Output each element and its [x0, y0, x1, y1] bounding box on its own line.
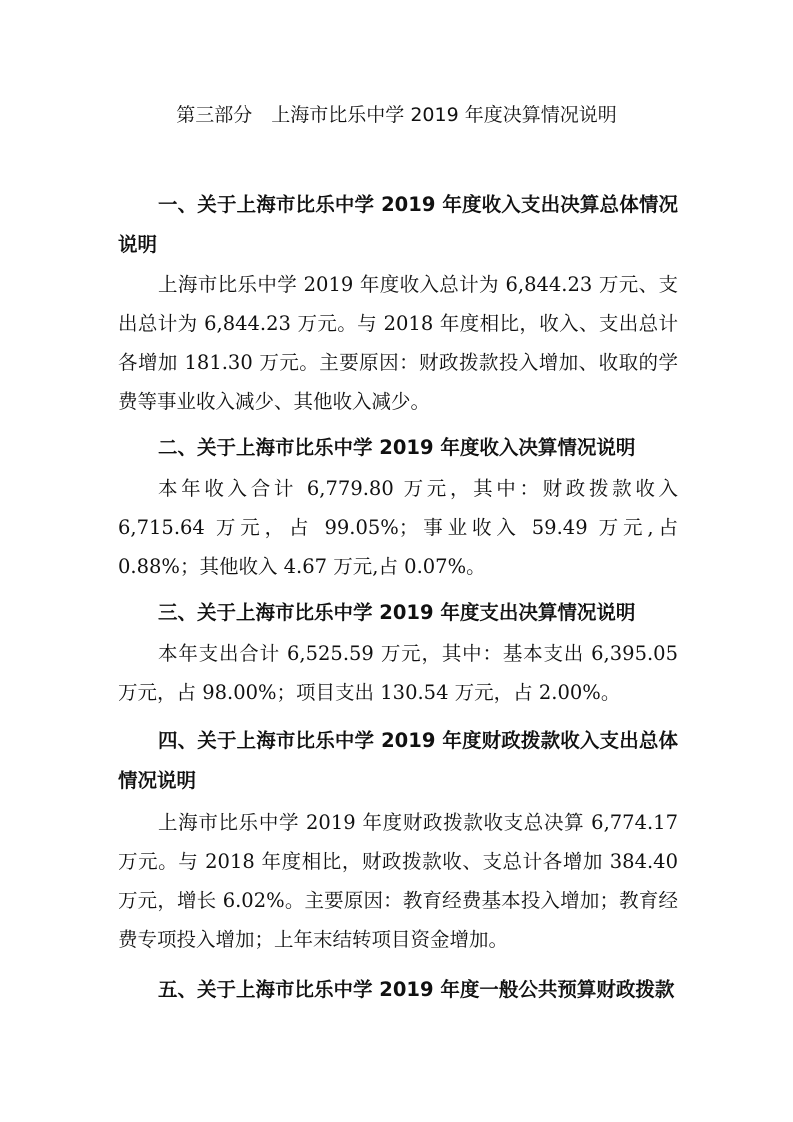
section-4-heading: 四、关于上海市比乐中学 2019 年度财政拨款收入支出总体情况说明: [118, 729, 678, 792]
page-title: 第三部分 上海市比乐中学 2019 年度决算情况说明: [176, 104, 617, 126]
section-5-heading: 五、关于上海市比乐中学 2019 年度一般公共预算财政拨款: [158, 978, 675, 1001]
section-2-body: 本年收入合计 6,779.80 万元，其中：财政拨款收入 6,715.64 万元，占 99.05%；事业收入 59.49 万元,占 0.88%；其他收入 4.67 万元,占 0.07%。: [118, 477, 678, 578]
section-2-heading: 二、关于上海市比乐中学 2019 年度收入决算情况说明: [158, 436, 636, 459]
section-3-heading: 三、关于上海市比乐中学 2019 年度支出决算情况说明: [158, 601, 636, 624]
section-3-body: 本年支出合计 6,525.59 万元，其中：基本支出 6,395.05 万元，占 98.00%；项目支出 130.54 万元，占 2.00%。: [118, 642, 678, 704]
section-1-heading: 一、关于上海市比乐中学 2019 年度收入支出决算总体情况说明: [118, 193, 678, 256]
section-4-body: 上海市比乐中学 2019 年度财政拨款收支总决算 6,774.17 万元。与 2018 年度相比，财政拨款收、支总计各增加 384.40 万元，增长 6.02%。主要原因：教育经费基本投入增加；教育经费专项投入增加；上年末结转项目资金增加。: [118, 811, 678, 951]
section-1-body: 上海市比乐中学 2019 年度收入总计为 6,844.23 万元、支出总计为 6,844.23 万元。与 2018 年度相比，收入、支出总计各增加 181.30 万元。主要原因：财政拨款投入增加、收取的学费等事业收入减少、其他收入减少。: [118, 273, 678, 413]
